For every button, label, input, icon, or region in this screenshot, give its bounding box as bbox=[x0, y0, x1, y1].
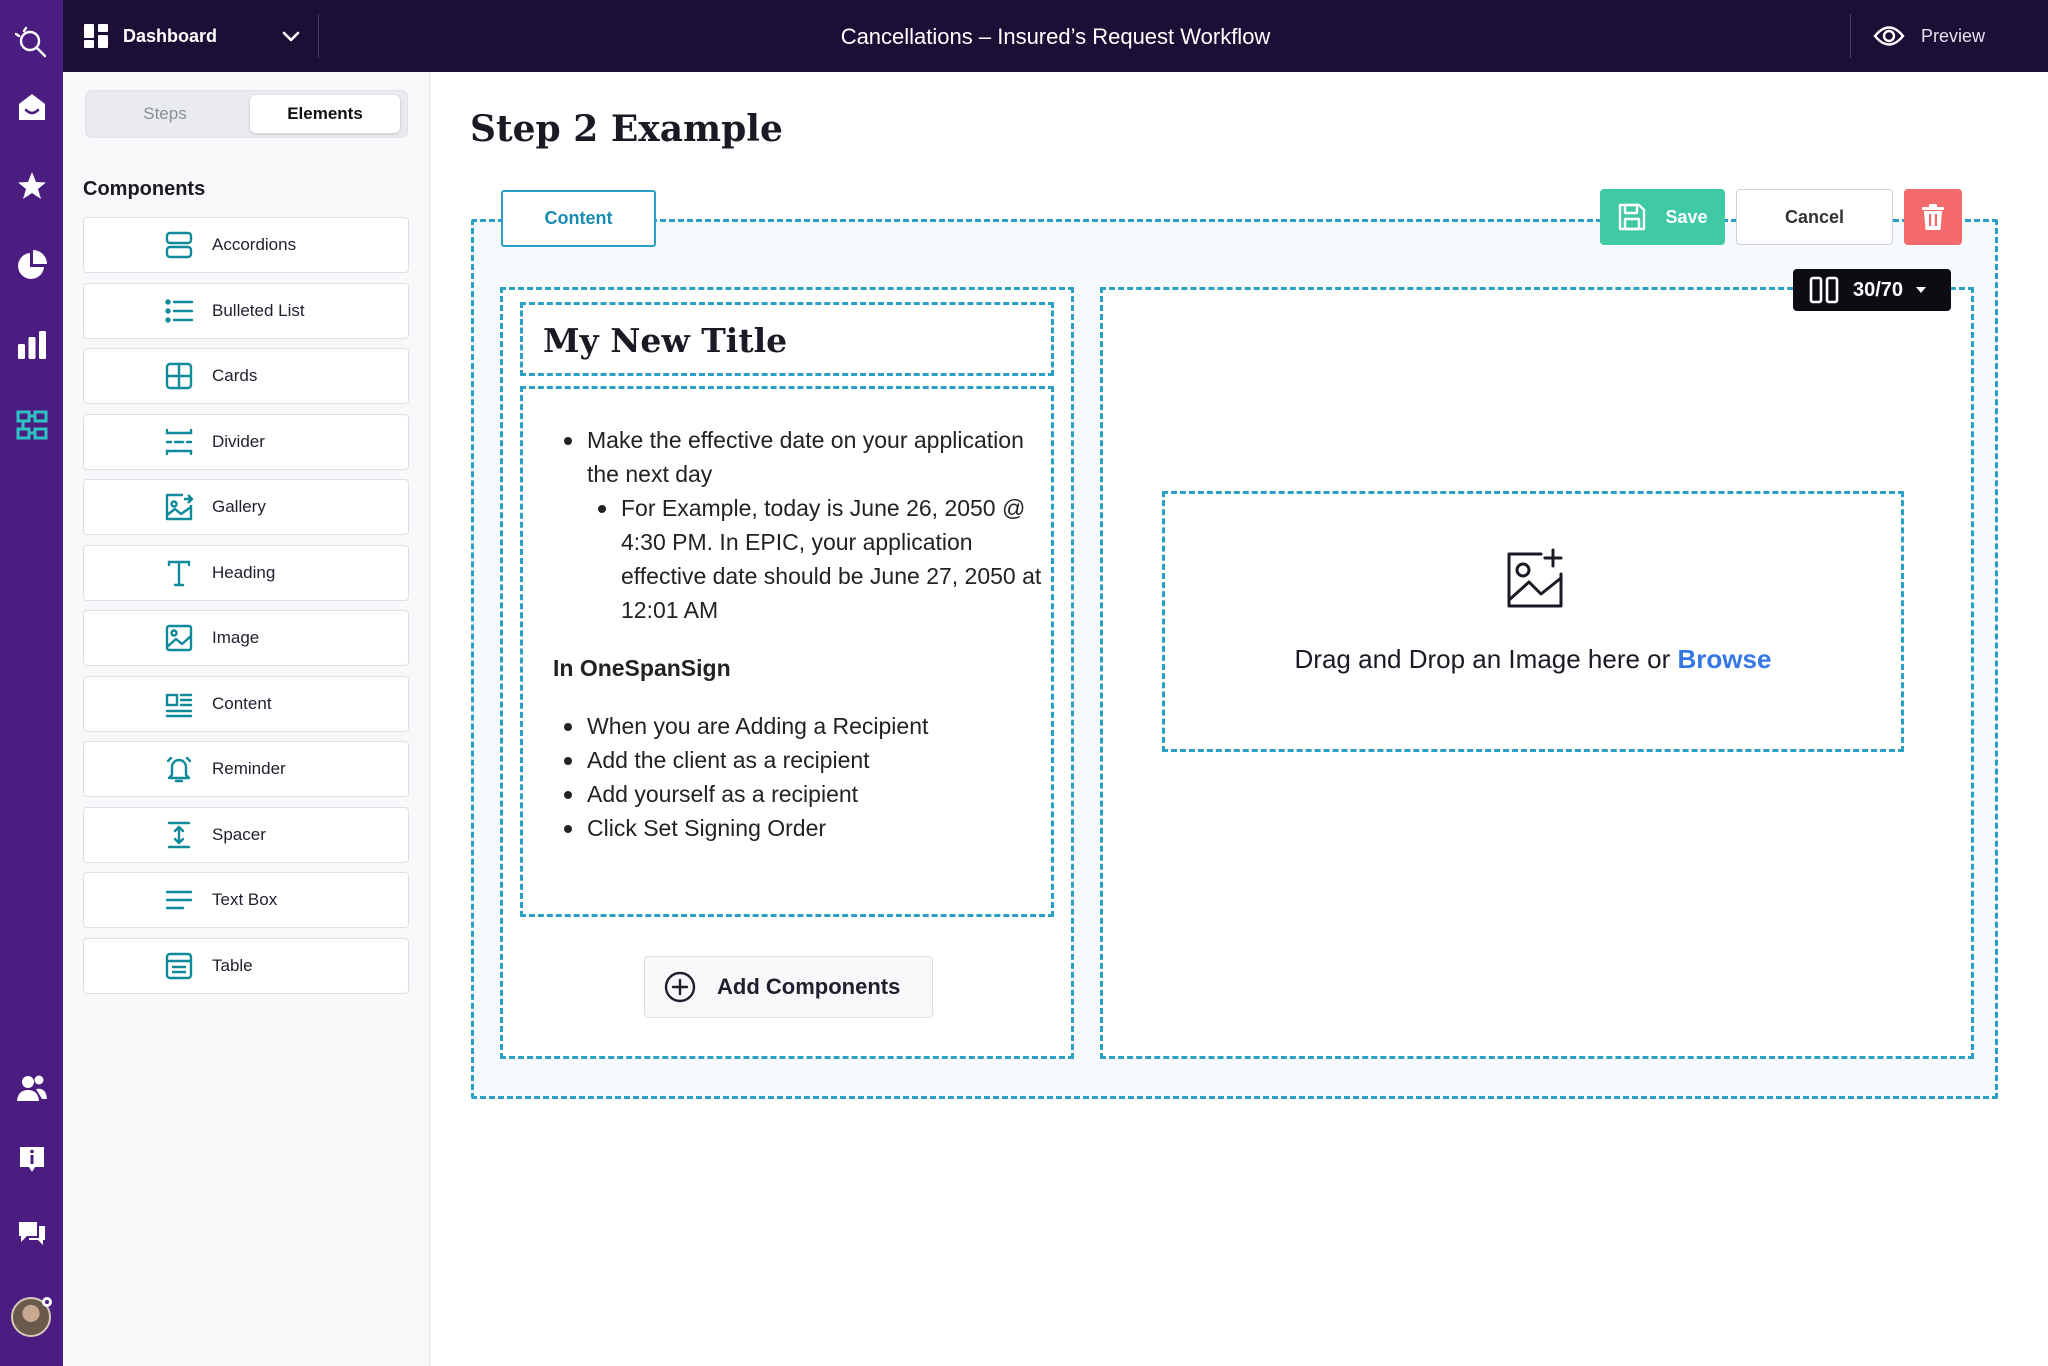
component-image[interactable] bbox=[83, 610, 409, 666]
dashboard-switcher[interactable] bbox=[83, 0, 217, 72]
add-components-button[interactable] bbox=[644, 956, 933, 1018]
list-item: Make the effective date on your application the next day bbox=[553, 423, 1043, 491]
preview-button[interactable] bbox=[1873, 0, 1985, 72]
columns-icon bbox=[1809, 275, 1839, 305]
text-block-heading: In OneSpanSign bbox=[553, 655, 731, 681]
component-gallery[interactable] bbox=[83, 479, 409, 535]
divider bbox=[318, 14, 319, 58]
save-button[interactable] bbox=[1600, 189, 1725, 245]
component-spacer[interactable] bbox=[83, 807, 409, 863]
caret-down-icon bbox=[1915, 284, 1927, 296]
gallery-icon bbox=[162, 490, 196, 524]
text-block-content bbox=[553, 423, 1043, 845]
save-icon bbox=[1617, 202, 1647, 232]
add-components-label: Add Components bbox=[717, 974, 901, 999]
component-label: Accordions bbox=[212, 235, 297, 254]
component-accordions[interactable] bbox=[83, 217, 409, 273]
reminder-icon bbox=[162, 752, 196, 786]
component-label: Reminder bbox=[212, 759, 286, 778]
workflow-icon[interactable] bbox=[13, 406, 50, 443]
users-icon[interactable] bbox=[13, 1069, 50, 1106]
bulleted-list-icon bbox=[162, 294, 196, 328]
pie-chart-icon[interactable] bbox=[13, 246, 50, 283]
list-item: For Example, today is June 26, 2050 @ 4:30 PM. In EPIC, your application effective date should be June 27, 2050 at 12:01 AM bbox=[587, 491, 1043, 627]
component-cards[interactable] bbox=[83, 348, 409, 404]
component-reminder[interactable] bbox=[83, 741, 409, 797]
image-add-icon bbox=[1501, 546, 1569, 614]
component-label: Gallery bbox=[212, 497, 266, 516]
gear-icon bbox=[40, 1295, 54, 1309]
page-title: Cancellations – Insured’s Request Workflow bbox=[840, 24, 1271, 49]
components-heading: Components bbox=[83, 178, 206, 200]
left-nav-rail bbox=[0, 0, 63, 1366]
component-label: Image bbox=[212, 628, 260, 647]
image-icon bbox=[162, 621, 196, 655]
info-icon[interactable] bbox=[13, 1140, 50, 1177]
text-box-icon bbox=[162, 883, 196, 917]
drop-instructions bbox=[1165, 644, 1901, 675]
tab-elements[interactable]: Elements bbox=[250, 95, 400, 133]
component-label: Divider bbox=[212, 431, 265, 451]
drop-text: Drag and Drop an Image here or bbox=[1294, 644, 1678, 674]
list-item: When you are Adding a Recipient bbox=[553, 709, 1043, 743]
eye-icon bbox=[1873, 25, 1905, 47]
sidebar-tabs bbox=[85, 90, 408, 138]
search-sparkle-icon[interactable] bbox=[13, 24, 50, 61]
plus-circle-icon bbox=[663, 970, 697, 1004]
divider bbox=[1850, 14, 1851, 58]
block-title: My New Title bbox=[543, 321, 788, 360]
text-block[interactable] bbox=[520, 386, 1054, 917]
components-list bbox=[83, 217, 409, 1003]
component-text-box[interactable] bbox=[83, 872, 409, 928]
component-heading[interactable] bbox=[83, 545, 409, 601]
component-label: Content bbox=[212, 693, 272, 713]
image-drop-zone[interactable] bbox=[1162, 491, 1904, 752]
content-icon bbox=[162, 687, 196, 721]
browse-link[interactable]: Browse bbox=[1677, 644, 1772, 674]
top-bar bbox=[63, 0, 2048, 72]
chevron-down-icon[interactable] bbox=[279, 24, 303, 48]
home-icon[interactable] bbox=[13, 88, 50, 125]
component-content[interactable] bbox=[83, 676, 409, 732]
component-label: Table bbox=[212, 955, 253, 975]
component-label: Text Box bbox=[212, 890, 278, 909]
tab-steps[interactable]: Steps bbox=[90, 95, 240, 133]
component-label: Spacer bbox=[212, 824, 266, 844]
dashboard-label: Dashboard bbox=[123, 25, 218, 46]
preview-label: Preview bbox=[1921, 25, 1986, 46]
delete-button[interactable] bbox=[1904, 189, 1962, 245]
heading-icon bbox=[162, 556, 196, 590]
step-title: Step 2 Example bbox=[470, 108, 783, 150]
save-label: Save bbox=[1665, 206, 1708, 227]
list-item: Add yourself as a recipient bbox=[553, 777, 1043, 811]
column-ratio-value: 30/70 bbox=[1853, 278, 1904, 301]
heading-block[interactable] bbox=[520, 302, 1054, 376]
chat-icon[interactable] bbox=[13, 1214, 50, 1251]
column-ratio-dropdown[interactable] bbox=[1793, 269, 1951, 311]
cards-icon bbox=[162, 359, 196, 393]
list-item: Click Set Signing Order bbox=[553, 811, 1043, 845]
table-icon bbox=[162, 949, 196, 983]
bar-chart-icon[interactable] bbox=[13, 326, 50, 363]
sidebar bbox=[63, 72, 430, 1366]
spacer-icon bbox=[162, 818, 196, 852]
component-table[interactable] bbox=[83, 938, 409, 994]
accordions-icon bbox=[162, 228, 196, 262]
cancel-button[interactable]: Cancel bbox=[1736, 189, 1893, 245]
list-item: Add the client as a recipient bbox=[553, 743, 1043, 777]
trash-icon bbox=[1920, 203, 1946, 231]
star-icon[interactable] bbox=[13, 167, 50, 204]
component-label: Bulleted List bbox=[212, 300, 305, 320]
component-bulleted-list[interactable] bbox=[83, 283, 409, 339]
component-divider[interactable] bbox=[83, 414, 409, 470]
divider-icon bbox=[162, 425, 196, 459]
component-label: Heading bbox=[212, 562, 276, 582]
dashboard-grid-icon bbox=[83, 23, 109, 49]
component-label: Cards bbox=[212, 366, 258, 385]
content-tab[interactable]: Content bbox=[501, 190, 656, 247]
